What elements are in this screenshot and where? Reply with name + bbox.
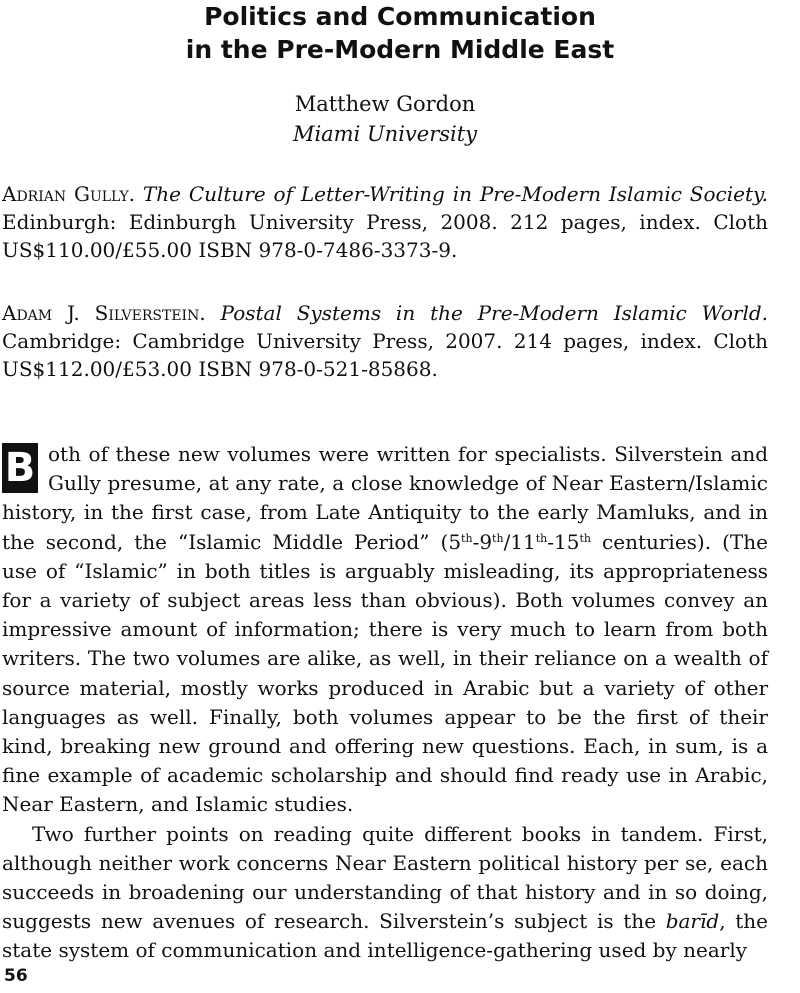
body-paragraph-2 xyxy=(2,820,768,966)
title-line-2: in the Pre-Modern Middle East xyxy=(185,35,615,64)
author-affiliation: Miami University xyxy=(292,122,478,146)
citation-author-last: Gully. xyxy=(73,182,136,206)
title-line-1: Politics and Communication xyxy=(204,2,596,31)
drop-cap: B xyxy=(2,443,38,493)
superscript: th xyxy=(579,531,591,545)
review-body xyxy=(2,440,768,966)
superscript: th xyxy=(535,531,548,545)
paragraph-text: , the state system of communication and intelligence-gathering used by nearly xyxy=(2,909,768,963)
citation-book-title: Postal Systems in the Pre-Modern Islamic World. xyxy=(220,301,769,325)
body-paragraph-1 xyxy=(2,440,768,820)
book-citation-silverstein xyxy=(2,299,768,383)
citation-details: Cambridge: Cambridge University Press, 2007. 214 pages, index. Cloth US$112.00/£53.00 ISBN 978-0-521-85868. xyxy=(2,329,768,381)
citation-author-last: Silverstein. xyxy=(94,301,206,325)
paragraph-text: /11 xyxy=(503,529,536,554)
page-number: 56 xyxy=(4,966,28,986)
paragraph-text: centuries). (The use of “Islamic” in both titles is arguably misleading, its appropriateness for a variety of subject areas less than obvious). Both volumes convey an impressive amount of information; there is very much to learn from both writers. The two volumes are alike, as well, in their reliance on a wealth of source material, mostly works produced in Arabic but a variety of other languages as well. Finally, both volumes appear to be the first of their kind, breaking new ground and offering new questions. Each, in sum, is a fine example of academic scholarship and should find ready use in Arabic, Near Eastern, and Islamic studies. xyxy=(2,529,768,817)
italic-term: barīd xyxy=(665,909,720,934)
paragraph-text: -9 xyxy=(472,529,493,554)
superscript: th xyxy=(461,531,473,545)
article-title xyxy=(0,0,800,66)
author-name: Matthew Gordon xyxy=(294,92,476,116)
citation-book-title: The Culture of Letter-Writing in Pre-Modern Islamic Society. xyxy=(142,182,768,206)
citation-author-first: Adam J. xyxy=(2,301,80,325)
citation-details: Edinburgh: Edinburgh University Press, 2008. 212 pages, index. Cloth US$110.00/£55.00 ISBN 978-0-7486-3373-9. xyxy=(2,210,768,262)
book-citation-gully xyxy=(2,180,768,264)
paragraph-text: Two further points on reading quite different books in tandem. First, although neither work concerns Near Eastern political history per se, each succeeds in broadening our understanding of that history and in so doing, suggests new avenues of research. Silverstein’s subject is the xyxy=(2,821,768,934)
paragraph-text: oth of these new volumes were written for specialists. Silverstein and Gully presume, at any rate, a close knowledge of Near Eastern/Islamic history, in the first case, from Late Antiquity to the early Mamluks, and in the second, the “Islamic Middle Period” (5 xyxy=(2,442,768,554)
paragraph-text: -15 xyxy=(547,529,580,554)
citation-author-first: Adrian xyxy=(2,182,67,206)
superscript: th xyxy=(492,531,504,545)
